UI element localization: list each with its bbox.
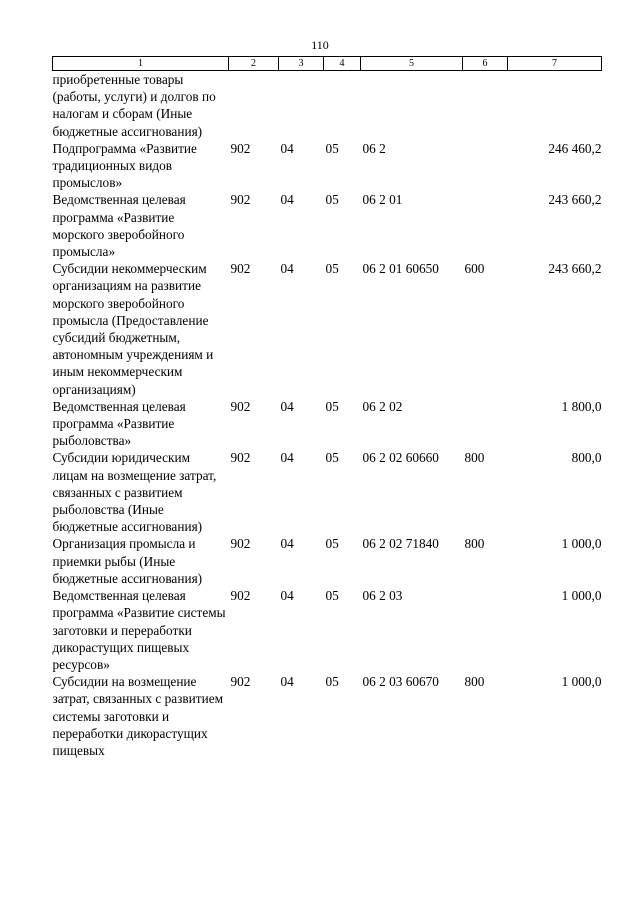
row-admin-code: 902 [230,674,251,690]
header-cell-3: 3 [279,57,324,71]
row-section: 04 [280,674,294,690]
row-amount: 1 000,0 [561,674,602,690]
row-section: 04 [280,261,294,277]
row-name: Ведомственная целевая программа «Развитие рыболовства» [52,398,186,449]
row-amount: 1 000,0 [561,536,602,552]
row-amount: 243 660,2 [548,192,602,208]
row-subsection: 05 [325,192,339,208]
column-number-header [53,57,602,71]
row-section: 04 [280,398,294,414]
row-expense-type [463,587,508,673]
row-subsection: 05 [325,674,339,690]
row-amount: 800,0 [571,450,602,466]
row-target-article: 06 2 02 71840 [362,536,439,552]
row-amount: 1 800,0 [561,398,602,414]
table-row [53,449,602,535]
continuation-row [53,71,602,140]
row-section: 04 [280,450,294,466]
row-target-article: 06 2 02 [362,398,403,414]
row-name: Ведомственная целевая программа «Развитие морского зверобойного промысла» [52,192,186,260]
row-expense-type: 800 [464,536,485,552]
row-target-article: 06 2 03 [362,588,403,604]
row-target-article: 06 2 03 60670 [362,674,439,690]
row-amount: 246 460,2 [548,140,602,156]
row-section: 04 [280,588,294,604]
row-admin-code: 902 [230,588,251,604]
table-row [53,191,602,260]
row-expense-type: 800 [464,674,485,690]
row-admin-code: 902 [230,536,251,552]
row-expense-type [463,140,508,192]
row-name: Субсидии некоммерческим организациям на развитие морского зверобойного промысла (Предоставление субсидий бюджетным, автономным учреждениям и иным некоммерческим организациям) [52,261,214,397]
row-amount: 1 000,0 [561,588,602,604]
budget-table [52,56,602,759]
row-subsection: 05 [325,588,339,604]
row-target-article: 06 2 01 60650 [362,261,439,277]
row-section: 04 [280,140,294,156]
page-number: 110 [311,38,329,52]
header-cell-4: 4 [324,57,361,71]
row-name: Подпрограмма «Развитие традиционных видов промыслов» [52,140,197,191]
row-target-article: 06 2 [362,140,386,156]
header-cell-2: 2 [229,57,279,71]
row-section: 04 [280,192,294,208]
row-admin-code: 902 [230,192,251,208]
table-row [53,535,602,587]
row-admin-code: 902 [230,140,251,156]
header-cell-6: 6 [463,57,508,71]
table-row [53,673,602,759]
row-expense-type [463,191,508,260]
table-row [53,260,602,398]
table-row [53,398,602,450]
row-name: Организация промысла и приемки рыбы (Иные бюджетные ассигнования) [52,536,203,586]
row-subsection: 05 [325,140,339,156]
row-expense-type: 600 [464,261,485,277]
header-cell-7: 7 [508,57,602,71]
row-expense-type [463,398,508,450]
row-target-article: 06 2 01 [362,192,403,208]
row-name: Субсидии на возмещение затрат, связанных с развитием системы заготовки и переработки дикорастущих пищевых [52,674,224,758]
row-amount: 243 660,2 [548,261,602,277]
row-subsection: 05 [325,450,339,466]
header-cell-1: 1 [53,57,229,71]
row-subsection: 05 [325,398,339,414]
row-admin-code: 902 [230,398,251,414]
row-expense-type: 800 [464,450,485,466]
table-row [53,140,602,192]
row-name: Ведомственная целевая программа «Развитие системы заготовки и переработки дикорастущих пищевых ресурсов» [52,588,226,672]
row-admin-code: 902 [230,450,251,466]
row-name: Субсидии юридическим лицам на возмещение затрат, связанных с развитием рыболовства (Иные бюджетные ассигнования) [52,450,217,535]
continuation-name: приобретенные товары (работы, услуги) и долгов по налогам и сборам (Иные бюджетные ассигнования) [52,72,216,139]
row-admin-code: 902 [230,261,251,277]
header-cell-5: 5 [361,57,463,71]
row-subsection: 05 [325,261,339,277]
row-section: 04 [280,536,294,552]
row-target-article: 06 2 02 60660 [362,450,439,466]
table-row [53,587,602,673]
row-subsection: 05 [325,536,339,552]
